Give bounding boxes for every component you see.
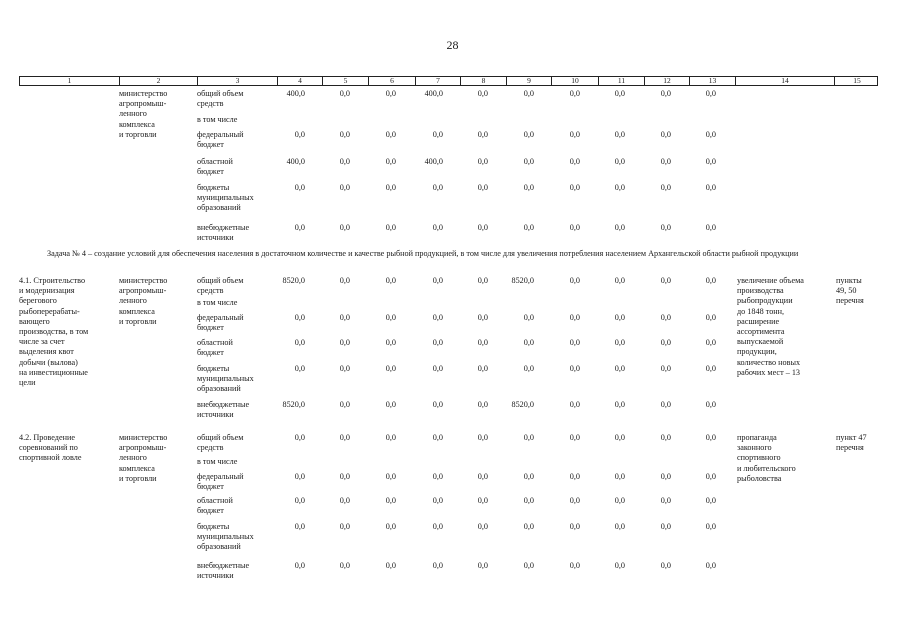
- table-cell: 0,0: [432, 472, 443, 481]
- table-cell: 0,0: [660, 313, 671, 322]
- table-cell: 0,0: [385, 364, 396, 373]
- table-cell: 0,0: [614, 313, 625, 322]
- table-cell: 0,0: [432, 433, 443, 442]
- table-cell: 0,0: [569, 130, 580, 139]
- table-cell: 0,0: [614, 276, 625, 285]
- table-cell: 0,0: [432, 338, 443, 347]
- column-header-14: 14: [735, 77, 834, 85]
- column-header-15: 15: [834, 77, 879, 85]
- table-cell: 0,0: [477, 183, 488, 192]
- table-cell: 0,0: [432, 130, 443, 139]
- table-cell: 0,0: [294, 364, 305, 373]
- table-cell: 0,0: [614, 130, 625, 139]
- table-cell: 0,0: [705, 400, 716, 409]
- table-cell: 0,0: [477, 276, 488, 285]
- column-header-6: 6: [368, 77, 415, 85]
- table-cell: 0,0: [477, 338, 488, 347]
- table-cell: 0,0: [614, 183, 625, 192]
- table-cell: 0,0: [614, 157, 625, 166]
- table-cell: 0,0: [339, 364, 350, 373]
- table-cell: 0,0: [523, 338, 534, 347]
- table-cell: 0,0: [294, 223, 305, 232]
- table-cell: 0,0: [477, 130, 488, 139]
- funding-federal-label: федеральный бюджет: [197, 313, 244, 333]
- table-cell: 0,0: [385, 433, 396, 442]
- table-cell: 0,0: [569, 522, 580, 531]
- table-cell: 0,0: [569, 433, 580, 442]
- funding-municipal-label: бюджеты муниципальных образований: [197, 183, 254, 213]
- table-cell: 0,0: [477, 313, 488, 322]
- table-cell: 0,0: [385, 130, 396, 139]
- table-cell: 8520,0: [511, 276, 534, 285]
- table-cell: 0,0: [477, 89, 488, 98]
- table-cell: 0,0: [660, 130, 671, 139]
- column-header-7: 7: [415, 77, 460, 85]
- item-4-2-result: пропаганда законного спортивного и любительского рыболовства: [737, 433, 796, 483]
- table-cell: 0,0: [614, 89, 625, 98]
- table-cell: 0,0: [385, 223, 396, 232]
- table-cell: 0,0: [294, 313, 305, 322]
- table-cell: 0,0: [294, 561, 305, 570]
- table-cell: 0,0: [705, 496, 716, 505]
- table-cell: 0,0: [660, 364, 671, 373]
- table-cell: 0,0: [339, 338, 350, 347]
- ministry-label: министерство агропромыш- ленного комплекса и торговли: [119, 433, 168, 483]
- table-cell: 0,0: [569, 472, 580, 481]
- table-cell: 0,0: [569, 338, 580, 347]
- funding-total-label: общий объем средств: [197, 89, 244, 109]
- table-cell: 0,0: [339, 223, 350, 232]
- table-cell: 0,0: [705, 522, 716, 531]
- table-cell: 0,0: [660, 496, 671, 505]
- table-cell: 0,0: [523, 472, 534, 481]
- task-4-heading: Задача № 4 – создание условий для обеспечения населения в достаточном количестве и качестве рыбной продукцией, в том числе для увеличения потребления населением Архангельской области рыбной продукции: [47, 249, 799, 258]
- column-header-12: 12: [644, 77, 689, 85]
- table-cell: 0,0: [339, 433, 350, 442]
- table-cell: 0,0: [385, 338, 396, 347]
- table-cell: 0,0: [523, 183, 534, 192]
- table-cell: 400,0: [286, 157, 305, 166]
- table-cell: 0,0: [477, 400, 488, 409]
- table-cell: 0,0: [569, 223, 580, 232]
- column-header-9: 9: [506, 77, 551, 85]
- table-cell: 0,0: [569, 496, 580, 505]
- table-cell: 0,0: [294, 472, 305, 481]
- table-cell: 0,0: [477, 157, 488, 166]
- table-cell: 0,0: [705, 561, 716, 570]
- table-cell: 0,0: [614, 522, 625, 531]
- ministry-label: министерство агропромыш- ленного комплекса и торговли: [119, 276, 168, 326]
- table-cell: 0,0: [385, 183, 396, 192]
- table-cell: 0,0: [432, 364, 443, 373]
- table-cell: 0,0: [660, 400, 671, 409]
- table-cell: 0,0: [432, 183, 443, 192]
- funding-federal-label: федеральный бюджет: [197, 130, 244, 150]
- table-cell: 0,0: [477, 433, 488, 442]
- table-cell: 0,0: [432, 223, 443, 232]
- table-cell: 0,0: [705, 313, 716, 322]
- table-cell: 0,0: [432, 400, 443, 409]
- table-cell: 0,0: [705, 183, 716, 192]
- table-cell: 0,0: [432, 561, 443, 570]
- table-cell: 0,0: [569, 89, 580, 98]
- table-cell: 0,0: [385, 157, 396, 166]
- table-cell: 0,0: [477, 522, 488, 531]
- table-cell: 8520,0: [511, 400, 534, 409]
- table-cell: 0,0: [523, 561, 534, 570]
- table-cell: 0,0: [523, 89, 534, 98]
- table-cell: 0,0: [660, 157, 671, 166]
- table-cell: 0,0: [294, 183, 305, 192]
- table-cell: 0,0: [339, 183, 350, 192]
- table-cell: 0,0: [705, 223, 716, 232]
- table-cell: 0,0: [523, 496, 534, 505]
- table-cell: 0,0: [705, 276, 716, 285]
- table-cell: 0,0: [339, 157, 350, 166]
- table-cell: 0,0: [294, 496, 305, 505]
- table-cell: 0,0: [614, 472, 625, 481]
- table-cell: 0,0: [660, 276, 671, 285]
- table-cell: 0,0: [385, 496, 396, 505]
- table-cell: 0,0: [477, 364, 488, 373]
- table-cell: 0,0: [660, 522, 671, 531]
- page-number: 28: [446, 38, 459, 52]
- column-header-8: 8: [460, 77, 506, 85]
- table-cell: 0,0: [705, 157, 716, 166]
- funding-incl-label: в том числе: [197, 457, 238, 466]
- table-cell: 0,0: [614, 400, 625, 409]
- funding-total-label: общий объем средств: [197, 433, 244, 453]
- table-cell: 0,0: [339, 89, 350, 98]
- table-cell: 0,0: [705, 89, 716, 98]
- table-cell: 0,0: [385, 522, 396, 531]
- table-cell: 0,0: [523, 157, 534, 166]
- column-header-4: 4: [277, 77, 322, 85]
- column-header-1: 1: [67, 76, 72, 85]
- table-cell: 0,0: [569, 400, 580, 409]
- table-cell: 0,0: [385, 276, 396, 285]
- table-cell: 0,0: [385, 313, 396, 322]
- table-cell: 0,0: [294, 522, 305, 531]
- table-cell: 0,0: [660, 338, 671, 347]
- table-cell: 0,0: [523, 364, 534, 373]
- column-header-3: 3: [197, 77, 277, 85]
- table-cell: 0,0: [432, 313, 443, 322]
- table-cell: 0,0: [385, 472, 396, 481]
- table-cell: 0,0: [294, 433, 305, 442]
- table-cell: 0,0: [569, 561, 580, 570]
- table-cell: 0,0: [614, 561, 625, 570]
- table-cell: 0,0: [294, 130, 305, 139]
- table-cell: 0,0: [705, 433, 716, 442]
- table-cell: 0,0: [614, 223, 625, 232]
- funding-federal-label: федеральный бюджет: [197, 472, 244, 492]
- funding-municipal-label: бюджеты муниципальных образований: [197, 522, 254, 552]
- item-4-2-name: 4.2. Проведение соревнований по спортивной ловле: [19, 433, 82, 463]
- table-cell: 0,0: [339, 496, 350, 505]
- funding-regional-label: областной бюджет: [197, 157, 233, 177]
- table-cell: 0,0: [614, 338, 625, 347]
- table-cell: 0,0: [569, 313, 580, 322]
- table-cell: 8520,0: [282, 276, 305, 285]
- table-cell: 0,0: [705, 364, 716, 373]
- funding-incl-label: в том числе: [197, 115, 238, 124]
- column-header-2: 2: [119, 77, 197, 85]
- table-cell: 0,0: [339, 313, 350, 322]
- table-cell: 0,0: [705, 338, 716, 347]
- funding-extra-label: внебюджетные источники: [197, 400, 250, 420]
- table-cell: 400,0: [286, 89, 305, 98]
- table-cell: 0,0: [660, 183, 671, 192]
- item-4-1-reference: пункты 49, 50 перечня: [836, 276, 864, 306]
- item-4-1-result: увеличение объема производства рыбопродукции до 1848 тонн, расширение ассортимента выпускаемой продукции, количество новых рабочих мест – 13: [737, 276, 804, 377]
- table-cell: 0,0: [523, 522, 534, 531]
- table-cell: 0,0: [385, 561, 396, 570]
- table-cell: 0,0: [614, 433, 625, 442]
- table-cell: 0,0: [477, 472, 488, 481]
- table-cell: 8520,0: [282, 400, 305, 409]
- table-cell: 0,0: [705, 130, 716, 139]
- table-cell: 0,0: [660, 223, 671, 232]
- table-cell: 0,0: [523, 313, 534, 322]
- ministry-label: министерство агропромыш- ленного комплекса и торговли: [119, 89, 168, 139]
- table-cell: 0,0: [385, 400, 396, 409]
- table-cell: 0,0: [339, 276, 350, 285]
- funding-incl-label: в том числе: [197, 298, 238, 307]
- table-cell: 0,0: [523, 130, 534, 139]
- table-cell: 0,0: [614, 364, 625, 373]
- table-cell: 0,0: [569, 276, 580, 285]
- table-cell: 0,0: [432, 522, 443, 531]
- table-cell: 400,0: [424, 157, 443, 166]
- table-header-row: [19, 76, 878, 86]
- column-header-5: 5: [322, 77, 368, 85]
- table-cell: 0,0: [339, 130, 350, 139]
- table-cell: 0,0: [523, 223, 534, 232]
- table-cell: 0,0: [294, 338, 305, 347]
- item-4-1-name: 4.1. Строительство и модернизация берегового рыбоперерабаты- вающего производства, в том числе за счет выделения квот добычи (вылова) на инвестиционные цели: [19, 276, 89, 388]
- table-cell: 0,0: [339, 400, 350, 409]
- table-cell: 0,0: [660, 433, 671, 442]
- table-cell: 0,0: [477, 223, 488, 232]
- table-cell: 0,0: [339, 472, 350, 481]
- table-cell: 0,0: [705, 472, 716, 481]
- item-4-2-reference: пункт 47 перечня: [836, 433, 867, 453]
- column-header-11: 11: [598, 77, 644, 85]
- funding-total-label: общий объем средств: [197, 276, 244, 296]
- table-cell: 0,0: [339, 522, 350, 531]
- column-header-10: 10: [551, 77, 598, 85]
- column-header-13: 13: [689, 77, 735, 85]
- table-cell: 0,0: [432, 496, 443, 505]
- table-cell: 0,0: [660, 561, 671, 570]
- funding-municipal-label: бюджеты муниципальных образований: [197, 364, 254, 394]
- table-cell: 0,0: [523, 433, 534, 442]
- table-cell: 0,0: [660, 89, 671, 98]
- funding-extra-label: внебюджетные источники: [197, 223, 250, 243]
- table-cell: 400,0: [424, 89, 443, 98]
- table-cell: 0,0: [477, 561, 488, 570]
- table-cell: 0,0: [569, 157, 580, 166]
- table-cell: 0,0: [477, 496, 488, 505]
- funding-regional-label: областной бюджет: [197, 496, 233, 516]
- table-cell: 0,0: [569, 183, 580, 192]
- table-cell: 0,0: [614, 496, 625, 505]
- funding-extra-label: внебюджетные источники: [197, 561, 250, 581]
- table-cell: 0,0: [432, 276, 443, 285]
- funding-regional-label: областной бюджет: [197, 338, 233, 358]
- table-cell: 0,0: [339, 561, 350, 570]
- table-cell: 0,0: [385, 89, 396, 98]
- table-cell: 0,0: [660, 472, 671, 481]
- table-cell: 0,0: [569, 364, 580, 373]
